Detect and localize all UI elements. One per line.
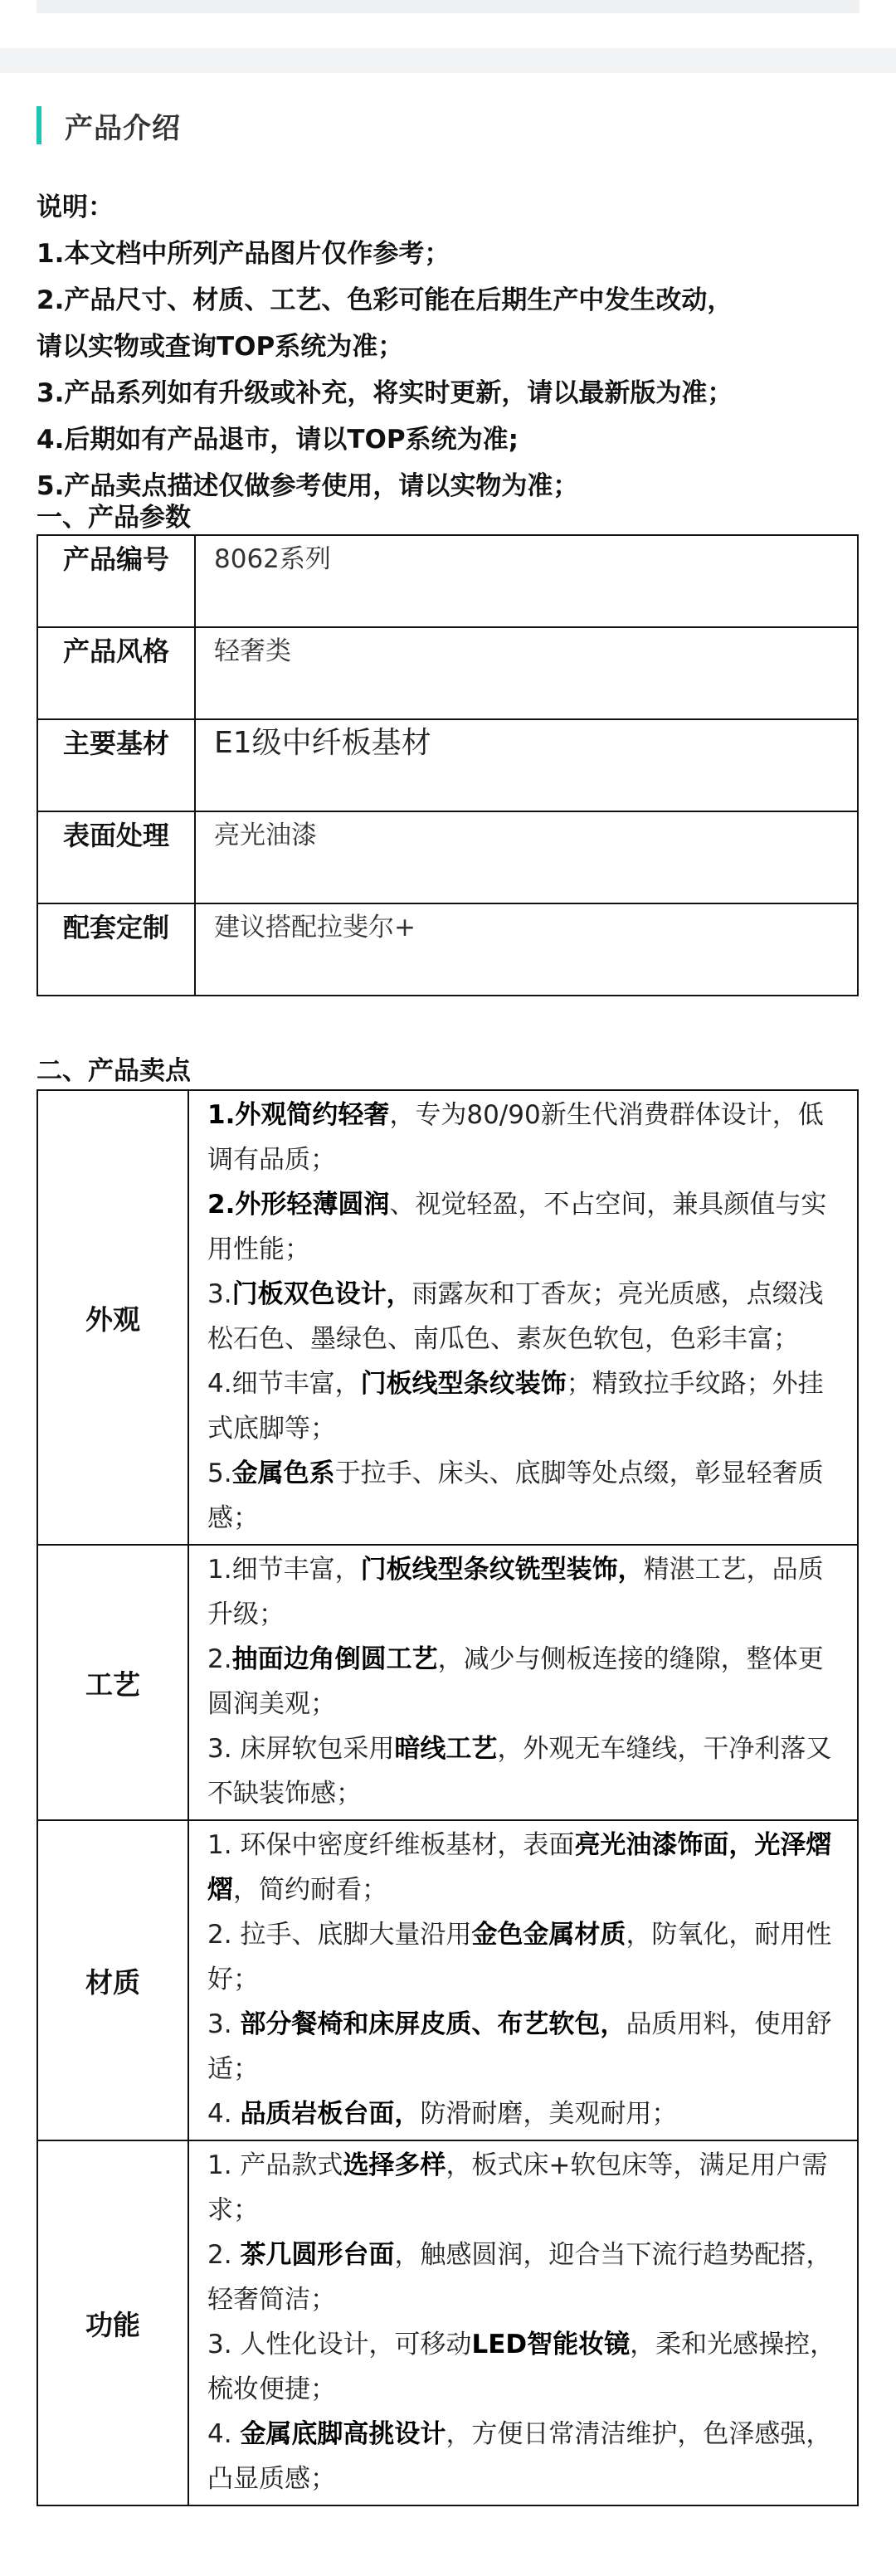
selling-point (207, 1912, 845, 2002)
selling-point (207, 1182, 845, 1272)
param-label: 主要基材 (37, 719, 195, 811)
body-text: ，板式床+软包床等，满足用户需求； (207, 2150, 828, 2225)
highlight-text: 部分餐椅和床屏皮质、布艺软包， (240, 2009, 626, 2039)
body-text: 3. 床屏软包采用 (207, 1734, 395, 1764)
selling-point (207, 2322, 845, 2412)
notes-block (37, 184, 866, 509)
selling-point (207, 2233, 845, 2322)
highlight-text: 门板线型条纹铣型装饰， (360, 1555, 644, 1585)
body-text: ；精致拉手纹路；外挂式底脚等； (207, 1369, 824, 1444)
note-line: 1.本文档中所列产品图片仅作参考； (37, 239, 450, 269)
highlight-text: 抽面边角倒圆工艺 (231, 1644, 438, 1674)
body-text: 3. (207, 2009, 241, 2039)
note-line: 请以实物或查询TOP系统为准； (37, 332, 404, 362)
selling-point (207, 1547, 845, 1637)
note-line: 5.产品卖点描述仅做参考使用，请以实物为准； (37, 471, 579, 501)
body-text: 防滑耐磨，美观耐用； (420, 2099, 678, 2129)
table-row (37, 1545, 858, 1820)
highlight-text: 茶几圆形台面 (240, 2240, 395, 2270)
table-row (37, 811, 858, 903)
selling-heading: 二、产品卖点 (37, 1056, 191, 1086)
selling-category: 外观 (37, 1090, 188, 1545)
body-text: 2. (207, 2240, 241, 2270)
section-accent-bar (37, 106, 41, 144)
param-value: 轻奢类 (195, 627, 858, 719)
selling-category: 功能 (37, 2140, 188, 2505)
param-label: 产品风格 (37, 627, 195, 719)
highlight-text: 品质岩板台面， (240, 2099, 421, 2129)
body-text: 、视觉轻盈，不占空间，兼具颜值与实用性能； (207, 1190, 827, 1264)
body-text: 4.细节丰富， (207, 1369, 361, 1399)
selling-point (207, 2091, 845, 2136)
selling-description (188, 1090, 858, 1545)
section-title: 产品介绍 (65, 111, 181, 145)
table-row (37, 1090, 858, 1545)
selling-category: 材质 (37, 1820, 188, 2140)
highlight-text: 2.外形轻薄圆润 (207, 1190, 390, 1220)
highlight-text: 1.外观简约轻奢 (207, 1100, 390, 1130)
highlight-text: 金属底脚高挑设计 (240, 2419, 446, 2449)
table-row (37, 627, 858, 719)
section-header (37, 106, 181, 144)
selling-point (207, 2412, 845, 2501)
highlight-text: 门板线型条纹装饰 (360, 1369, 567, 1399)
note-line: 3.产品系列如有升级或补充，将实时更新，请以最新版为准； (37, 378, 733, 408)
body-text: ，减少与侧板连接的缝隙，整体更圆润美观； (207, 1644, 824, 1719)
body-text: 3. (207, 1279, 232, 1309)
highlight-text: 门板双色设计， (231, 1279, 412, 1309)
body-text: ，简约耐看； (233, 1875, 387, 1905)
param-value: E1级中纤板基材 (195, 719, 858, 811)
body-text: 品质用料，使用舒适； (207, 2009, 832, 2084)
selling-points-table (37, 1089, 859, 2506)
highlight-text: 暗线工艺 (394, 1734, 498, 1764)
body-text: 1.细节丰富， (207, 1555, 361, 1585)
body-text: ，方便日常清洁维护，色泽感强，凸显质感； (207, 2419, 832, 2494)
param-label: 表面处理 (37, 811, 195, 903)
selling-description (188, 1545, 858, 1820)
params-table (37, 534, 859, 996)
highlight-text: 亮光油漆饰面，光泽熠熠 (207, 1830, 832, 1905)
body-text: 1. 产品款式 (207, 2150, 343, 2180)
table-row (37, 535, 858, 627)
highlight-text: 选择多样 (343, 2150, 446, 2180)
highlight-text: LED智能妆镜 (471, 2330, 631, 2359)
param-label: 配套定制 (37, 903, 195, 996)
body-text: 5. (207, 1458, 232, 1488)
body-text: ，柔和光感操控，梳妆便捷； (207, 2330, 836, 2404)
note-line: 4.后期如有产品退市，请以TOP系统为准; (37, 425, 519, 455)
body-text: 4. (207, 2419, 241, 2449)
body-text: ，专为80/90新生代消费群体设计，低调有品质； (207, 1100, 824, 1175)
selling-description (188, 2140, 858, 2505)
body-text: 2. 拉手、底脚大量沿用 (207, 1920, 472, 1950)
table-row (37, 1820, 858, 2140)
selling-category: 工艺 (37, 1545, 188, 1820)
body-text: 精湛工艺，品质升级； (207, 1555, 824, 1629)
body-text: ，外观无车缝线，干净利落又不缺装饰感； (207, 1734, 832, 1809)
highlight-text: 金色金属材质 (471, 1920, 626, 1950)
param-value: 8062系列 (195, 535, 858, 627)
body-text: 雨露灰和丁香灰；亮光质感，点缀浅松石色、墨绿色、南瓜色、素灰色软包，色彩丰富； (207, 1279, 824, 1354)
body-text: 4. (207, 2099, 241, 2129)
body-text: ，触感圆润，迎合当下流行趋势配搭，轻奢简洁； (207, 2240, 832, 2315)
highlight-text: 金属色系 (231, 1458, 335, 1488)
table-row (37, 2140, 858, 2505)
selling-point (207, 1637, 845, 1726)
body-text: 于拉手、床头、底脚等处点缀，彰显轻奢质感； (207, 1458, 824, 1533)
selling-description (188, 1820, 858, 2140)
selling-point (207, 1272, 845, 1361)
param-value: 亮光油漆 (195, 811, 858, 903)
param-value: 建议搭配拉斐尔+ (195, 903, 858, 996)
selling-point (207, 1451, 845, 1541)
selling-point (207, 1093, 845, 1182)
selling-point (207, 1361, 845, 1451)
selling-point (207, 1726, 845, 1816)
table-row (37, 903, 858, 996)
body-text: ，防氧化，耐用性好； (207, 1920, 832, 1994)
note-line: 2.产品尺寸、材质、工艺、色彩可能在后期生产中发生改动， (37, 285, 733, 315)
selling-point (207, 2002, 845, 2091)
body-text: 3. 人性化设计，可移动 (207, 2330, 472, 2359)
selling-point (207, 1823, 845, 1912)
top-scroll-bar (37, 0, 859, 13)
selling-point (207, 2143, 845, 2233)
param-label: 产品编号 (37, 535, 195, 627)
section-divider (0, 48, 896, 73)
params-heading: 一、产品参数 (37, 503, 191, 533)
body-text: 1. 环保中密度纤维板基材，表面 (207, 1830, 575, 1860)
notes-heading: 说明： (37, 192, 114, 222)
table-row (37, 719, 858, 811)
body-text: 2. (207, 1644, 232, 1674)
